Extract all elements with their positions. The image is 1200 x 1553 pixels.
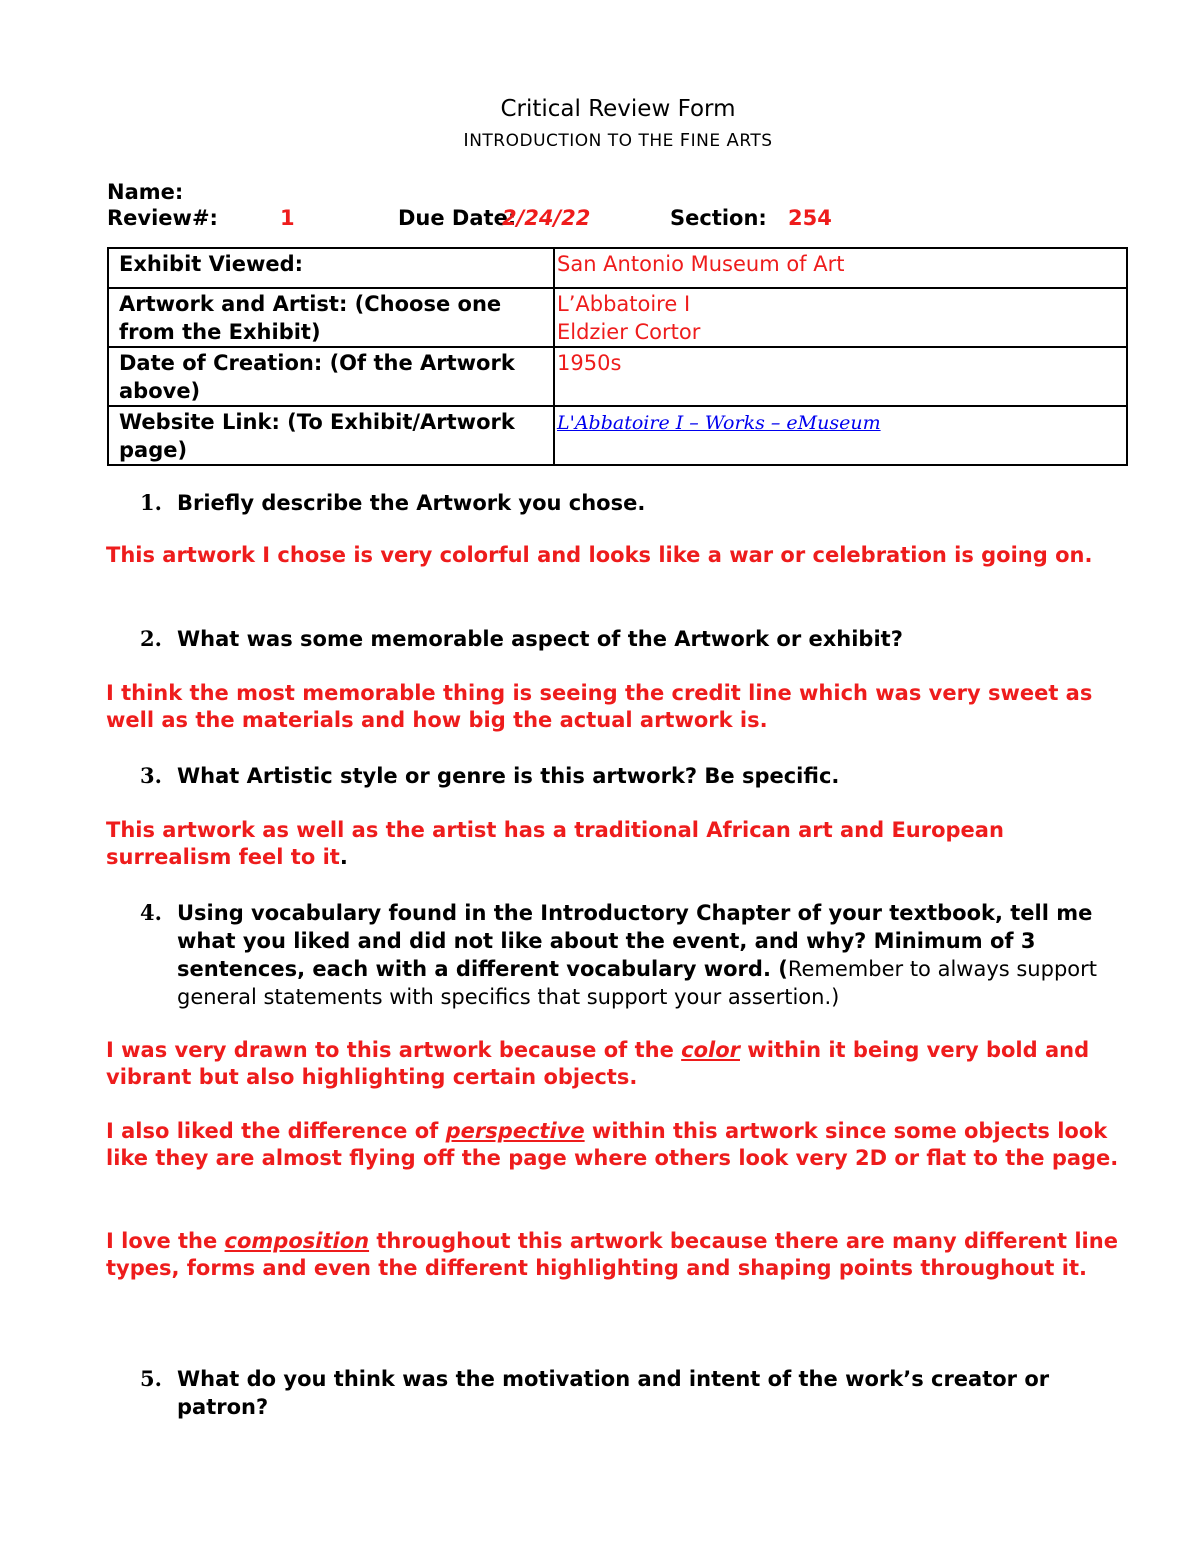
- date-of-creation-label: Date of Creation: (Of the Artwork above): [108, 347, 554, 406]
- artwork-title: L’Abbatoire I: [557, 292, 691, 316]
- artwork-artist-value: [554, 288, 1127, 347]
- question-number: 1.: [140, 490, 162, 515]
- review-label: Review#:: [107, 206, 218, 230]
- website-link-label: Website Link: (To Exhibit/Artwork page): [108, 406, 554, 465]
- table-row: [108, 248, 1127, 288]
- table-row: [108, 347, 1127, 406]
- due-date-value: 2/24/22: [502, 206, 591, 230]
- website-link-value: [554, 406, 1127, 465]
- vocab-word-perspective: perspective: [445, 1119, 585, 1143]
- section-label: Section:: [670, 206, 767, 230]
- vocab-word-composition: composition: [224, 1229, 370, 1253]
- review-info-line: [107, 206, 1007, 236]
- due-date-label: Due Date:: [398, 206, 517, 230]
- answer-4a: I was very drawn to this artwork because of the color within it being very bold and vibrant but also highlighting certain objects.: [106, 1038, 1090, 1089]
- answer-3: [106, 817, 1136, 871]
- vocab-word-color: color: [681, 1038, 740, 1062]
- answer-4b: I also liked the difference of perspective within this artwork since some objects look like they are almost flying off the page where others look very 2D or flat to the page.: [106, 1119, 1119, 1170]
- question-text: What was some memorable aspect of the Artwork or exhibit?: [177, 627, 903, 651]
- question-1: [140, 489, 1140, 517]
- course-subtitle: INTRODUCTION TO THE FINE ARTS: [463, 130, 773, 151]
- question-text: Using vocabulary found in the Introductory Chapter of your textbook, tell me what you liked and did not like about the event, and why? Minimum of 3 sentences, each with a different vocabulary word.: [177, 901, 1093, 981]
- question-number: 3.: [140, 763, 162, 788]
- artwork-artist-label: Artwork and Artist: (Choose one from the Exhibit): [108, 288, 554, 347]
- question-4: [140, 899, 1140, 1011]
- answer-2: I think the most memorable thing is seeing the credit line which was very sweet as well as the materials and how big the actual artwork is.: [106, 681, 1093, 732]
- table-row: [108, 288, 1127, 347]
- question-3: [140, 762, 1140, 790]
- question-text: What Artistic style or genre is this artwork? Be specific.: [177, 764, 840, 788]
- question-number: 5.: [140, 1366, 162, 1391]
- name-label: Name:: [107, 180, 184, 204]
- exhibit-info-table: [107, 247, 1128, 466]
- question-text: Briefly describe the Artwork you chose.: [177, 491, 646, 515]
- question-note: Remember to always support general statements with specifics that support your assertion.): [177, 957, 1097, 1009]
- artwork-link[interactable]: L'Abbatoire I – Works – eMuseum: [557, 412, 881, 434]
- date-of-creation-value: 1950s: [554, 347, 1127, 406]
- artist-name: Eldzier Cortor: [557, 320, 701, 344]
- answer-4c: I love the composition throughout this artwork because there are many different line types, forms and even the different highlighting and shaping points throughout it.: [106, 1229, 1118, 1280]
- section-value: 254: [788, 206, 832, 230]
- exhibit-viewed-label: Exhibit Viewed:: [108, 248, 554, 288]
- question-2: [140, 625, 1140, 653]
- question-number: 4.: [140, 900, 162, 925]
- question-note-paren: (: [778, 957, 788, 981]
- answer-period: .: [339, 845, 348, 869]
- question-number: 2.: [140, 626, 162, 651]
- review-number: 1: [280, 206, 295, 230]
- exhibit-viewed-value: San Antonio Museum of Art: [554, 248, 1127, 288]
- answer-text: This artwork as well as the artist has a traditional African art and European surrealism feel to it: [106, 818, 1004, 869]
- question-5: [140, 1365, 1140, 1421]
- table-row: [108, 406, 1127, 465]
- question-text: What do you think was the motivation and intent of the work’s creator or patron?: [177, 1367, 1050, 1419]
- answer-1: This artwork I chose is very colorful and looks like a war or celebration is going on.: [106, 543, 1093, 567]
- form-title: Critical Review Form: [500, 96, 736, 122]
